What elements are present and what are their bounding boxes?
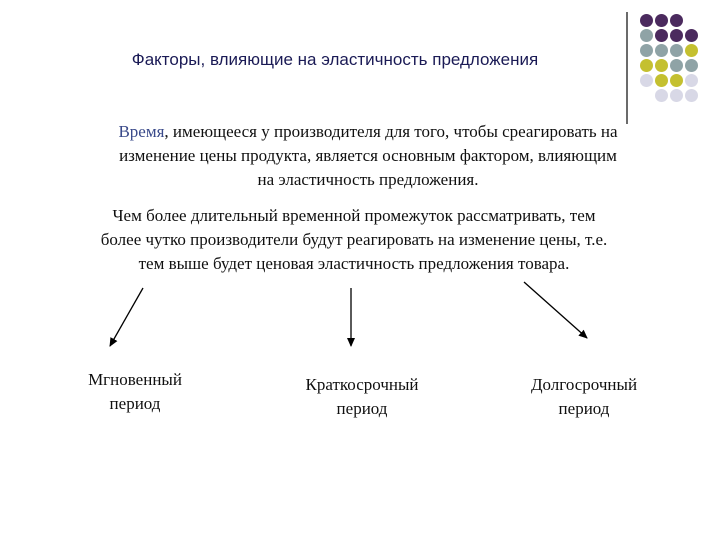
period-long — [484, 373, 684, 421]
paragraph-time-line-1-rest: , имеющееся у производителя для того, чтобы среагировать на — [164, 122, 618, 141]
paragraph-duration-line-1: Чем более длительный временной промежуток рассматривать, тем — [112, 206, 596, 225]
period-instant — [35, 368, 235, 416]
paragraph-duration-line-3: тем выше будет ценовая эластичность предложения товара. — [138, 254, 570, 273]
period-short-line-1: Краткосрочный — [305, 375, 419, 394]
keyword-time: Время — [118, 122, 165, 141]
paragraph-time-line-2: изменение цены продукта, является основным фактором, влияющим — [119, 146, 617, 165]
paragraph-time-line-3: на эластичность предложения. — [257, 170, 479, 189]
period-long-line-1: Долгосрочный — [530, 375, 638, 394]
slide-title: Факторы, влияющие на эластичность предложения — [131, 50, 539, 69]
period-short — [262, 373, 462, 421]
paragraph-duration-line-2: более чутко производители будут реагировать на изменение цены, т.е. — [100, 230, 608, 249]
period-long-line-2: период — [558, 399, 610, 418]
arrow-right — [524, 282, 587, 338]
arrow-left — [110, 288, 143, 346]
period-instant-line-2: период — [109, 394, 161, 413]
period-short-line-2: период — [336, 399, 388, 418]
period-instant-line-1: Мгновенный — [88, 370, 182, 389]
